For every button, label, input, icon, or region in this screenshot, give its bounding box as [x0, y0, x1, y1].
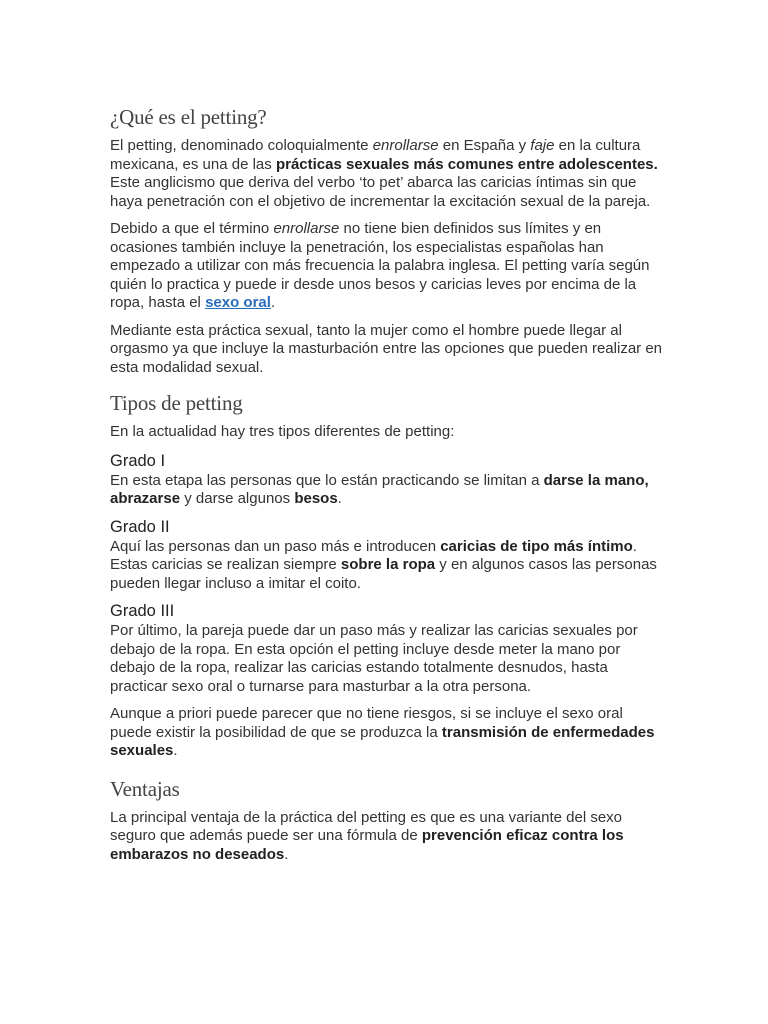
paragraph-grado-3: Por último, la pareja puede dar un paso más y realizar las caricias sexuales por debajo de la ropa. En esta opción el petting incluye desde meter la mano por debajo de la ropa, realizar las caricias estando totalmente desnudos, hasta practicar sexo oral o turnarse para masturbar a la otra persona. [110, 622, 638, 695]
text-span: En esta etapa las personas que lo están practicando se limitan a [110, 471, 544, 489]
bold-phrase: transmisión de enfermedades sexuales [110, 723, 655, 759]
bold-phrase: prevención eficaz contra los embarazos no deseados [110, 827, 624, 863]
italic-term: enrollarse [273, 220, 340, 237]
heading-que-es-petting: ¿Qué es el petting? [110, 105, 267, 129]
text-span: en la cultura mexicana, es una de las [110, 137, 641, 173]
bold-phrase: darse la mano, abrazarse [110, 471, 649, 507]
text-span: Este anglicismo que deriva del verbo ‘to pet’ abarca las caricias íntimas sin que haya penetración con el objetivo de incrementar la excitación sexual de la pareja. [110, 174, 651, 210]
heading-grado-3: Grado III [110, 602, 175, 620]
text-span: La principal ventaja de la práctica del petting es que es una variante del sexo seguro que además puede ser una fórmula de [110, 808, 622, 844]
text-span: en España y [438, 137, 531, 154]
text-span: Aunque a priori puede parecer que no tiene riesgos, si se incluye el sexo oral puede existir la posibilidad de que se produzca la [110, 705, 623, 741]
text-span: y en algunos casos las personas pueden llegar incluso a imitar el coito. [110, 556, 657, 592]
text-span: y darse algunos [180, 490, 295, 507]
text-span: Aquí las personas dan un paso más e introducen [110, 537, 441, 555]
italic-term: enrollarse [372, 137, 439, 154]
text-span: . [337, 490, 342, 507]
text-span: . [284, 845, 289, 863]
paragraph-orgasm: Mediante esta práctica sexual, tanto la mujer como el hombre puede llegar al orgasmo ya que incluye la masturbación entre las opciones que pueden realizar en esta modalidad sexual. [110, 321, 663, 376]
text-span: El petting, denominado coloquialmente [110, 137, 373, 154]
heading-tipos-petting: Tipos de petting [110, 391, 243, 415]
paragraph-grado-2 [110, 538, 662, 594]
bold-phrase: sobre la ropa [340, 556, 436, 573]
bold-phrase: besos [294, 490, 338, 507]
heading-grado-1: Grado I [110, 451, 166, 470]
paragraph-grado-1 [110, 472, 662, 509]
paragraph-riesgos [110, 705, 662, 761]
paragraph-ventajas [110, 809, 662, 865]
text-span: no tiene bien definidos sus límites y en ocasiones también incluye la penetración, los especialistas españolas han empezado a utilizar con más frecuencia la palabra inglesa. El petting varía según quién lo practica y puede ir desde unos besos y caricias leves por encima de la ropa, hasta el [110, 220, 650, 311]
paragraph-definition [110, 137, 662, 211]
paragraph-tipos-intro: En la actualidad hay tres tipos diferentes de petting: [110, 423, 455, 440]
italic-term: faje [530, 137, 555, 154]
heading-grado-2: Grado II [110, 517, 170, 536]
text-span: . [173, 742, 178, 759]
text-span: . Estas caricias se realizan siempre [110, 537, 637, 573]
article-content [110, 103, 662, 864]
paragraph-term-origin [110, 220, 662, 313]
bold-phrase: prácticas sexuales más comunes entre adolescentes. [275, 155, 658, 173]
sexo-oral-link[interactable]: sexo oral [205, 294, 271, 311]
heading-ventajas: Ventajas [110, 776, 180, 801]
text-span: . [270, 294, 276, 311]
text-span: Debido a que el término [110, 220, 274, 237]
bold-phrase: caricias de tipo más íntimo [440, 537, 633, 555]
